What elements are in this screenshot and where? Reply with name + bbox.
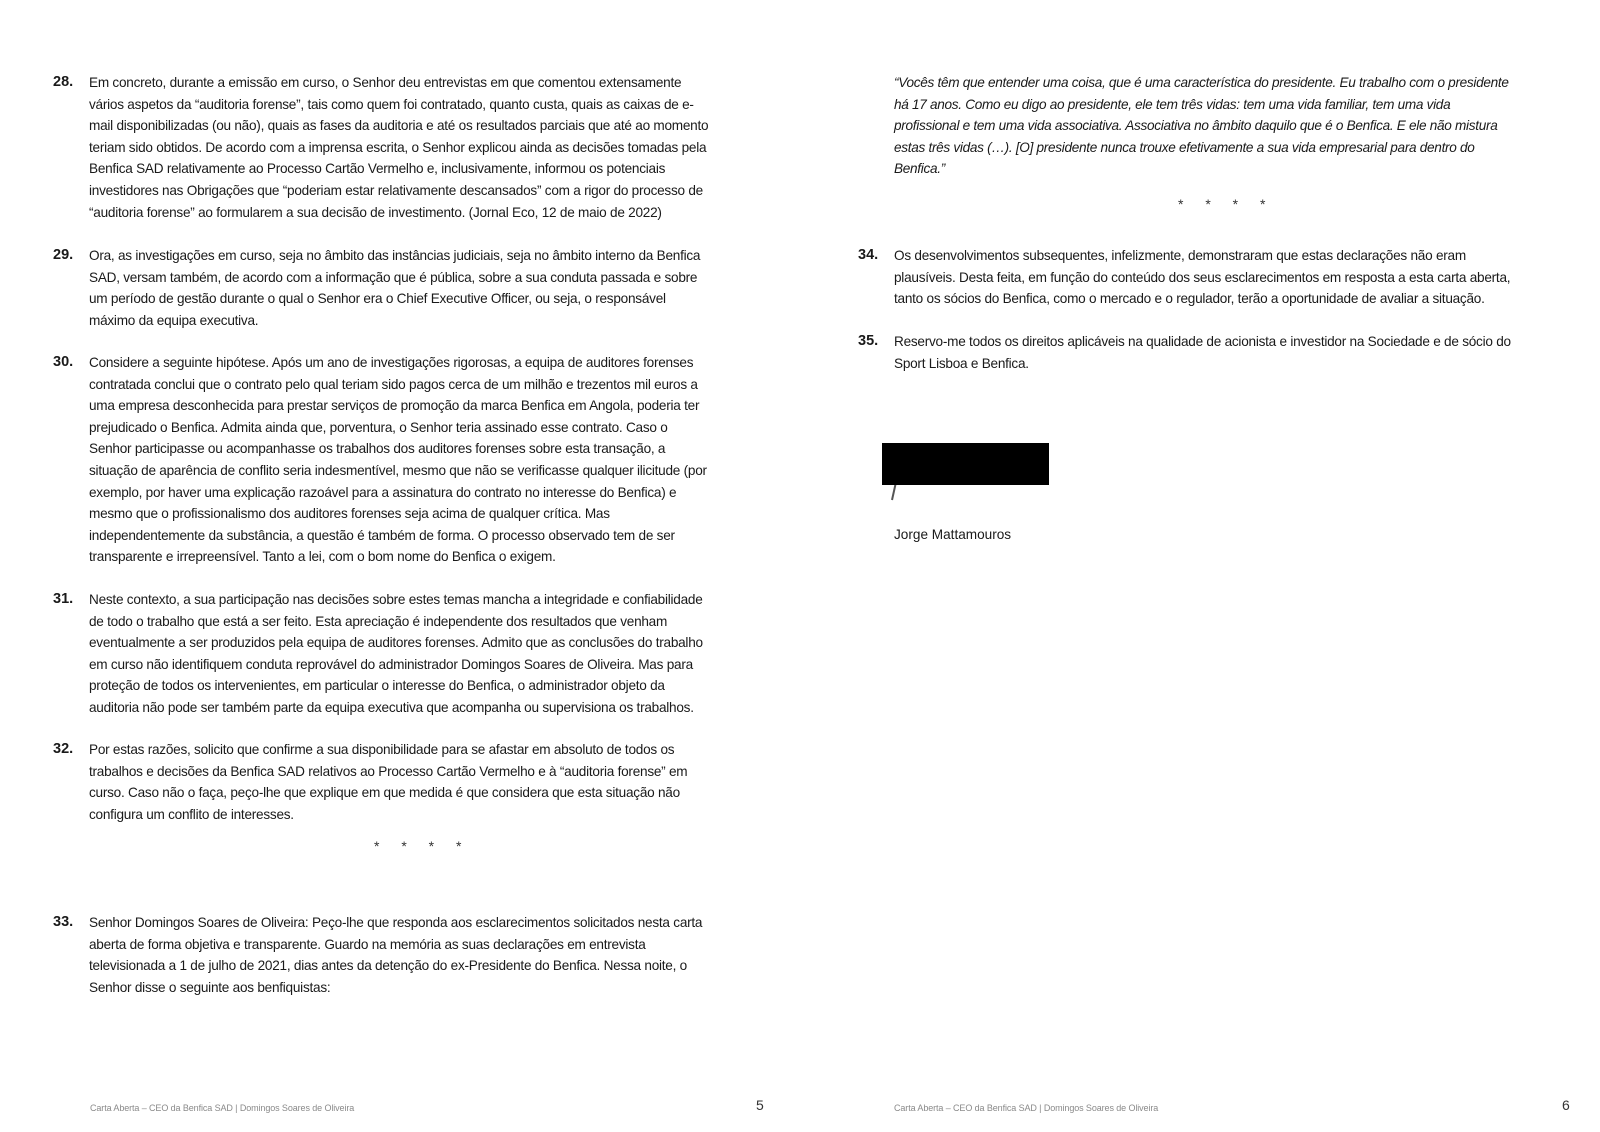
page-footer: Carta Aberta – CEO da Benfica SAD | Domingos Soares de Oliveira [894, 1103, 1159, 1113]
quoted-statement: “Vocês têm que entender uma coisa, que é uma característica do presidente. Eu trabalho com o presidente há 17 anos. Como eu digo ao presidente, ele tem três vidas: tem uma vida familiar, tem uma vida profissional e tem uma vida associativa. Associativa no âmbito daquilo que é o Benfica. E ele não mistura estas três vidas (…). [O] presidente nunca trouxe efetivamente a sua vida empresarial para dentro do Benfica.” [894, 75, 1509, 177]
signer-name: Jorge Mattamouros [894, 527, 1012, 542]
section-separator: * * * * [1178, 196, 1275, 212]
paragraph-text: Ora, as investigações em curso, seja no âmbito das instâncias judiciais, seja no âmbito interno da Benfica SAD, versam também, de acordo com a informação que é pública, sobre a sua conduta passada e sobre um período de gestão durante o qual o Senhor era o Chief Executive Officer, ou seja, o responsável máximo da equipa executiva. [89, 248, 701, 328]
paragraph-31 [53, 589, 713, 719]
paragraph-text: Considere a seguinte hipótese. Após um ano de investigações rigorosas, a equipa de auditores forenses contratada conclui que o contrato pelo qual teriam sido pagos cerca de um milhão e trezentos mil euros a uma empresa desconhecida para prestar serviços de promoção da marca Benfica em Angola, poderia ter prejudicado o Benfica. Admita ainda que, porventura, o Senhor teria assinado esse contrato. Caso o Senhor participasse ou acompanhasse os trabalhos dos auditores forenses sobre esta transação, a situação de aparência de conflito seria indesmentível, mesmo que não se verificasse qualquer ilicitude (por exemplo, por haver uma explicação razoável para a assinatura do contrato no interesse do Benfica) e mesmo que o profissionalismo dos auditores forenses seja acima de qualquer crítica. Mas independentemente da substância, a questão é também de forma. O processo observado tem de ser transparente e irrepreensível. Tanto a lei, com o bom nome do Benfica o exigem. [89, 355, 707, 565]
paragraph-28 [53, 72, 713, 223]
redacted-signature [882, 443, 1049, 485]
page-footer: Carta Aberta – CEO da Benfica SAD | Domingos Soares de Oliveira [90, 1103, 355, 1113]
paragraph-29 [53, 245, 713, 331]
paragraph-number: 28. [53, 74, 74, 90]
paragraph-text: Os desenvolvimentos subsequentes, infelizmente, demonstraram que estas declarações não eram plausíveis. Desta feita, em função do conteúdo dos seus esclarecimentos em resposta a esta carta aberta, tanto os sócios do Benfica, como o mercado e o regulador, terão a oportunidade de avaliar a situação. [894, 248, 1511, 307]
paragraph-number: 35. [858, 333, 879, 349]
paragraph-number: 33. [53, 914, 74, 930]
paragraph-text: Neste contexto, a sua participação nas decisões sobre estes temas mancha a integridade e confiabilidade de todo o trabalho que está a ser feito. Esta apreciação é independente dos resultados que venham eventualmente a ser produzidos pela equipa de auditores forenses. Admito que as conclusões do trabalho em curso não identifiquem conduta reprovável do administrador Domingos Soares de Oliveira. Mas para proteção de todos os intervenientes, em particular o interesse do Benfica, o administrador objeto da auditoria não pode ser também parte da equipa executiva que acompanha ou supervisiona os trabalhos. [89, 592, 703, 715]
paragraph-35 [858, 331, 1518, 374]
page-number: 6 [1562, 1097, 1570, 1113]
paragraph-number: 31. [53, 591, 74, 607]
page-number: 5 [756, 1097, 764, 1113]
paragraph-number: 29. [53, 247, 74, 263]
paragraph-text: Por estas razões, solicito que confirme a sua disponibilidade para se afastar em absoluto de todos os trabalhos e decisões da Benfica SAD relativos ao Processo Cartão Vermelho e à “auditoria forense” em curso. Caso não o faça, peço-lhe que explique em que medida é que considera que esta situação não configura um conflito de interesses. [89, 742, 688, 822]
section-separator: * * * * [374, 838, 471, 854]
paragraph-text: Reservo-me todos os direitos aplicáveis na qualidade de acionista e investidor na Sociedade e de sócio do Sport Lisboa e Benfica. [894, 334, 1511, 371]
paragraph-number: 34. [858, 247, 879, 263]
paragraph-33 [53, 912, 713, 998]
paragraph-text: Em concreto, durante a emissão em curso, o Senhor deu entrevistas em que comentou extensamente vários aspetos da “auditoria forense”, tais como quem foi contratado, quanto custa, quais as caixas de e-mail disponibilizadas (ou não), quais as fases da auditoria e até os resultados parciais que até ao momento teriam sido obtidos. De acordo com a imprensa escrita, o Senhor explicou ainda as decisões tomadas pela Benfica SAD relativamente ao Processo Cartão Vermelho e, inclusivamente, informou os potenciais investidores nas Obrigações que “poderiam estar relativamente descansados” com a rigor do processo de “auditoria forense” ao formularem a sua decisão de investimento. (Jornal Eco, 12 de maio de 2022) [89, 75, 709, 220]
paragraph-number: 30. [53, 354, 74, 370]
page-6 [800, 0, 1600, 1132]
paragraph-34 [858, 245, 1518, 310]
paragraph-text: Senhor Domingos Soares de Oliveira: Peço-lhe que responda aos esclarecimentos solicitados nesta carta aberta de forma objetiva e transparente. Guardo na memória as suas declarações em entrevista televisionada a 1 de julho de 2021, dias antes da detenção do ex-Presidente do Benfica. Nessa noite, o Senhor disse o seguinte aos benfiquistas: [89, 915, 703, 995]
paragraph-number: 32. [53, 741, 74, 757]
paragraph-30 [53, 352, 713, 568]
paragraph-32 [53, 739, 713, 825]
